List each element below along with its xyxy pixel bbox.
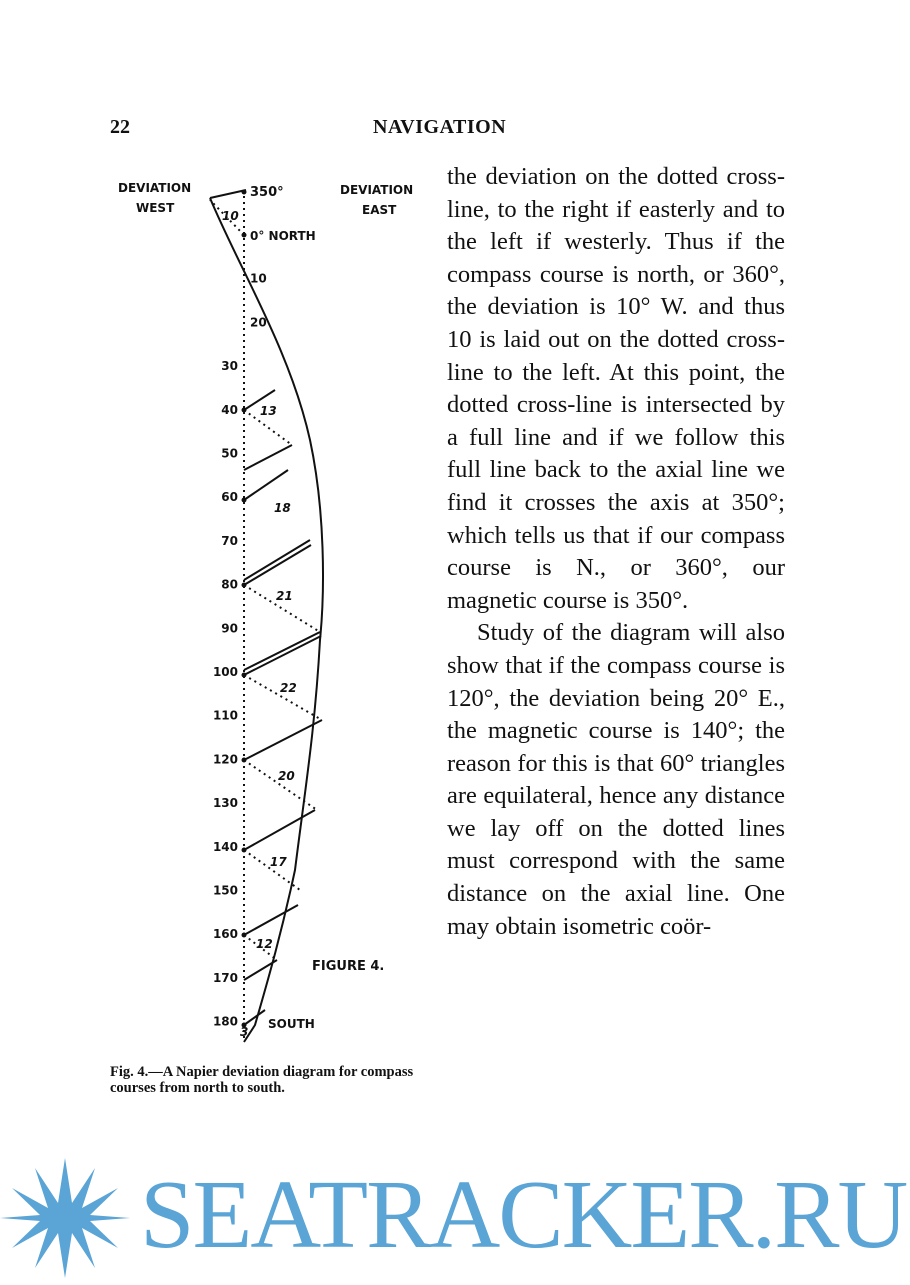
axis-tick-label: 120 bbox=[212, 752, 238, 767]
full-line bbox=[244, 445, 292, 470]
axis-tick-labels bbox=[213, 272, 267, 1029]
deviation-label: 3 bbox=[240, 1025, 249, 1039]
deviation-label: 10 bbox=[222, 209, 239, 223]
running-title: NAVIGATION bbox=[373, 116, 507, 138]
full-line bbox=[244, 470, 288, 500]
full-line bbox=[244, 1010, 265, 1025]
axis-tick-label: 10 bbox=[250, 271, 267, 286]
full-line bbox=[244, 545, 311, 585]
axis-tick-label: 90 bbox=[221, 621, 238, 636]
label-south: SOUTH bbox=[268, 1017, 315, 1031]
axis-tick-label: 60 bbox=[221, 490, 238, 505]
axis-tick-label: 160 bbox=[212, 927, 238, 942]
deviation-label: 18 bbox=[274, 501, 291, 515]
axis-tick-label: 100 bbox=[212, 665, 238, 679]
axis-tick-label: 30 bbox=[221, 359, 238, 374]
label-east-2: EAST bbox=[362, 203, 397, 217]
axis-tick-label: 70 bbox=[221, 533, 238, 548]
axis-tick-label: 50 bbox=[221, 446, 238, 461]
axis-tick-label: 20 bbox=[250, 315, 267, 330]
axis-tick-label: 110 bbox=[212, 708, 238, 723]
axis-tick-label: 170 bbox=[212, 970, 238, 985]
watermark-text: SEATRACKER.RU bbox=[140, 1161, 907, 1269]
axis-tick-label: 40 bbox=[221, 402, 238, 417]
axis-tick-label: 140 bbox=[212, 839, 238, 854]
paragraph-2: Study of the diagram will also show that if the compass course is 120°, the deviation being 20° E., the magnetic course is 140°; the reason for this is that 60° triangles are equilateral, hence any distance we lay off on the dotted lines must correspond with the same distance on the axial line. One may obtain isometric coör- bbox=[447, 619, 785, 940]
deviation-label: 17 bbox=[270, 855, 287, 869]
axis-tick-label: 130 bbox=[212, 796, 238, 811]
label-west-1: DEVIATION bbox=[118, 181, 192, 195]
axis-tick-label: 150 bbox=[212, 883, 238, 898]
deviation-label: 21 bbox=[276, 589, 293, 603]
napier-diagram bbox=[110, 170, 445, 1050]
full-line bbox=[244, 632, 320, 670]
deviation-label: 22 bbox=[280, 681, 297, 695]
figure-label: FIGURE 4. bbox=[312, 959, 385, 974]
page-number: 22 bbox=[110, 116, 130, 138]
deviation-label: 20 bbox=[278, 769, 295, 783]
deviation-label: 12 bbox=[256, 937, 273, 951]
full-line bbox=[244, 960, 277, 980]
body-text bbox=[447, 161, 785, 943]
paragraph-1: the deviation on the dotted cross-line, to the right if easterly and to the left if westerly. Thus if the compass course is north, or 360°, the deviation is 10° W. and thus 10 is laid out on the dotted cross-line to the left. At this point, the dotted cross-line is intersected by a full line and if we follow this full line back to the axial line we find it crosses the axis at 350°; which tells us that if our compass course is N., or 360°, our magnetic course is 350°. bbox=[447, 163, 785, 614]
label-west-2: WEST bbox=[136, 201, 175, 215]
full-line bbox=[244, 636, 321, 675]
full-line bbox=[244, 540, 310, 580]
label-north: 0° NORTH bbox=[250, 229, 316, 243]
deviation-label: 13 bbox=[260, 404, 277, 418]
label-350: 350° bbox=[250, 185, 284, 200]
label-east-1: DEVIATION bbox=[340, 183, 414, 197]
axis-tick-label: 80 bbox=[221, 577, 238, 592]
curve-top-hook bbox=[210, 190, 246, 198]
axis-tick-label: 180 bbox=[212, 1014, 238, 1029]
full-line bbox=[244, 810, 315, 850]
figure-caption: Fig. 4.—A Napier deviation diagram for compass courses from north to south. bbox=[110, 1064, 414, 1096]
full-line bbox=[244, 905, 298, 935]
